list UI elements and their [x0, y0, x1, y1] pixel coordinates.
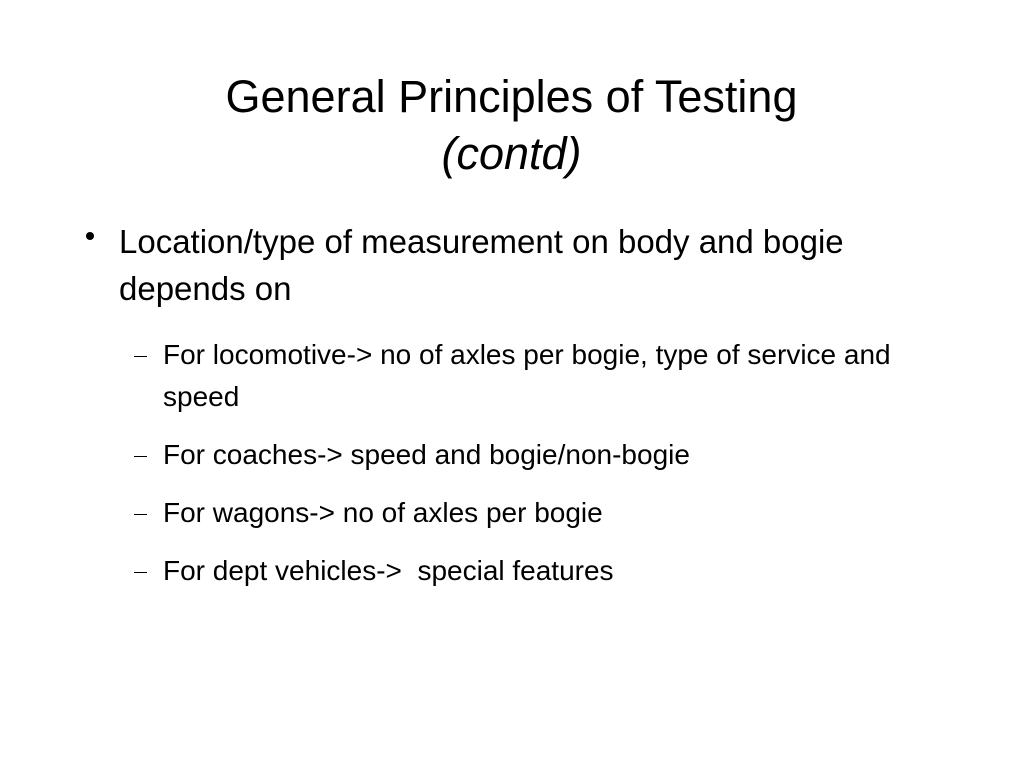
- sub-bullet-item-dept-vehicles: For dept vehicles-> special features: [163, 555, 614, 586]
- slide-title: [0, 68, 1023, 182]
- slide-title-main: General Principles of Testing: [225, 71, 798, 122]
- dash-bullet-icon: [134, 356, 147, 357]
- sub-bullet-item-wagons: For wagons-> no of axles per bogie: [163, 497, 603, 528]
- sub-bullet-item-locomotive: For locomotive-> no of axles per bogie, type of service and speed: [163, 339, 891, 412]
- dash-bullet-icon: [134, 456, 147, 457]
- sub-bullet-item-coaches: For coaches-> speed and bogie/non-bogie: [163, 439, 690, 470]
- dash-bullet-icon: [134, 514, 147, 515]
- dash-bullet-icon: [134, 572, 147, 573]
- bullet-dot-icon: [86, 232, 94, 240]
- slide-title-sub: (contd): [441, 128, 582, 179]
- bullet-item: Location/type of measurement on body and bogie depends on: [119, 223, 844, 307]
